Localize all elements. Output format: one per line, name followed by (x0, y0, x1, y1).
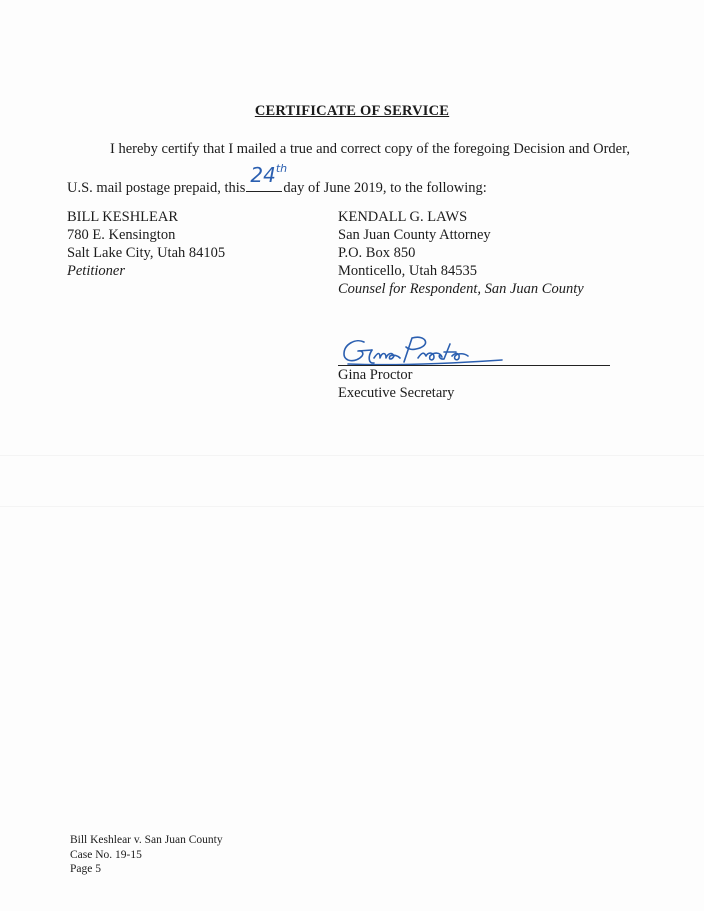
handwritten-day (250, 162, 288, 187)
recipient-city: Monticello, Utah 84535 (338, 263, 477, 279)
certificate-title: CERTIFICATE OF SERVICE (254, 103, 450, 119)
page-footer (70, 833, 223, 877)
recipient-petitioner (67, 208, 225, 280)
case-number: Case No. 19-15 (70, 848, 142, 861)
certification-text-after-day: day of June 2019, to the following: (283, 180, 487, 196)
handwritten-day-suffix: th (275, 162, 288, 175)
recipient-street: 780 E. Kensington (67, 227, 176, 243)
scan-artifact-line (0, 506, 704, 507)
certification-text-line1: I hereby certify that I mailed a true and correct copy of the foregoing Decision and Order, (110, 141, 630, 157)
certification-text-before-day: U.S. mail postage prepaid, this (67, 180, 246, 196)
recipient-role: Petitioner (67, 263, 125, 279)
recipient-role: Counsel for Respondent, San Juan County (338, 281, 584, 297)
signer-name: Gina Proctor (338, 367, 413, 383)
recipient-name: KENDALL G. LAWS (338, 209, 468, 225)
recipient-name: BILL KESHLEAR (67, 209, 179, 225)
recipient-city: Salt Lake City, Utah 84105 (67, 245, 226, 261)
day-fill-field (246, 162, 288, 192)
recipient-counsel (338, 208, 584, 298)
scan-artifact-line (0, 455, 704, 456)
handwritten-signature (338, 330, 518, 370)
page-number: Page 5 (70, 863, 101, 875)
signer-info (338, 366, 454, 402)
case-caption: Bill Keshlear v. San Juan County (70, 834, 223, 846)
recipient-po-box: P.O. Box 850 (338, 245, 416, 261)
recipient-title: San Juan County Attorney (338, 227, 491, 243)
signer-title: Executive Secretary (338, 385, 455, 401)
handwritten-day-number: 24 (250, 163, 276, 187)
certification-text-line2 (67, 162, 487, 197)
